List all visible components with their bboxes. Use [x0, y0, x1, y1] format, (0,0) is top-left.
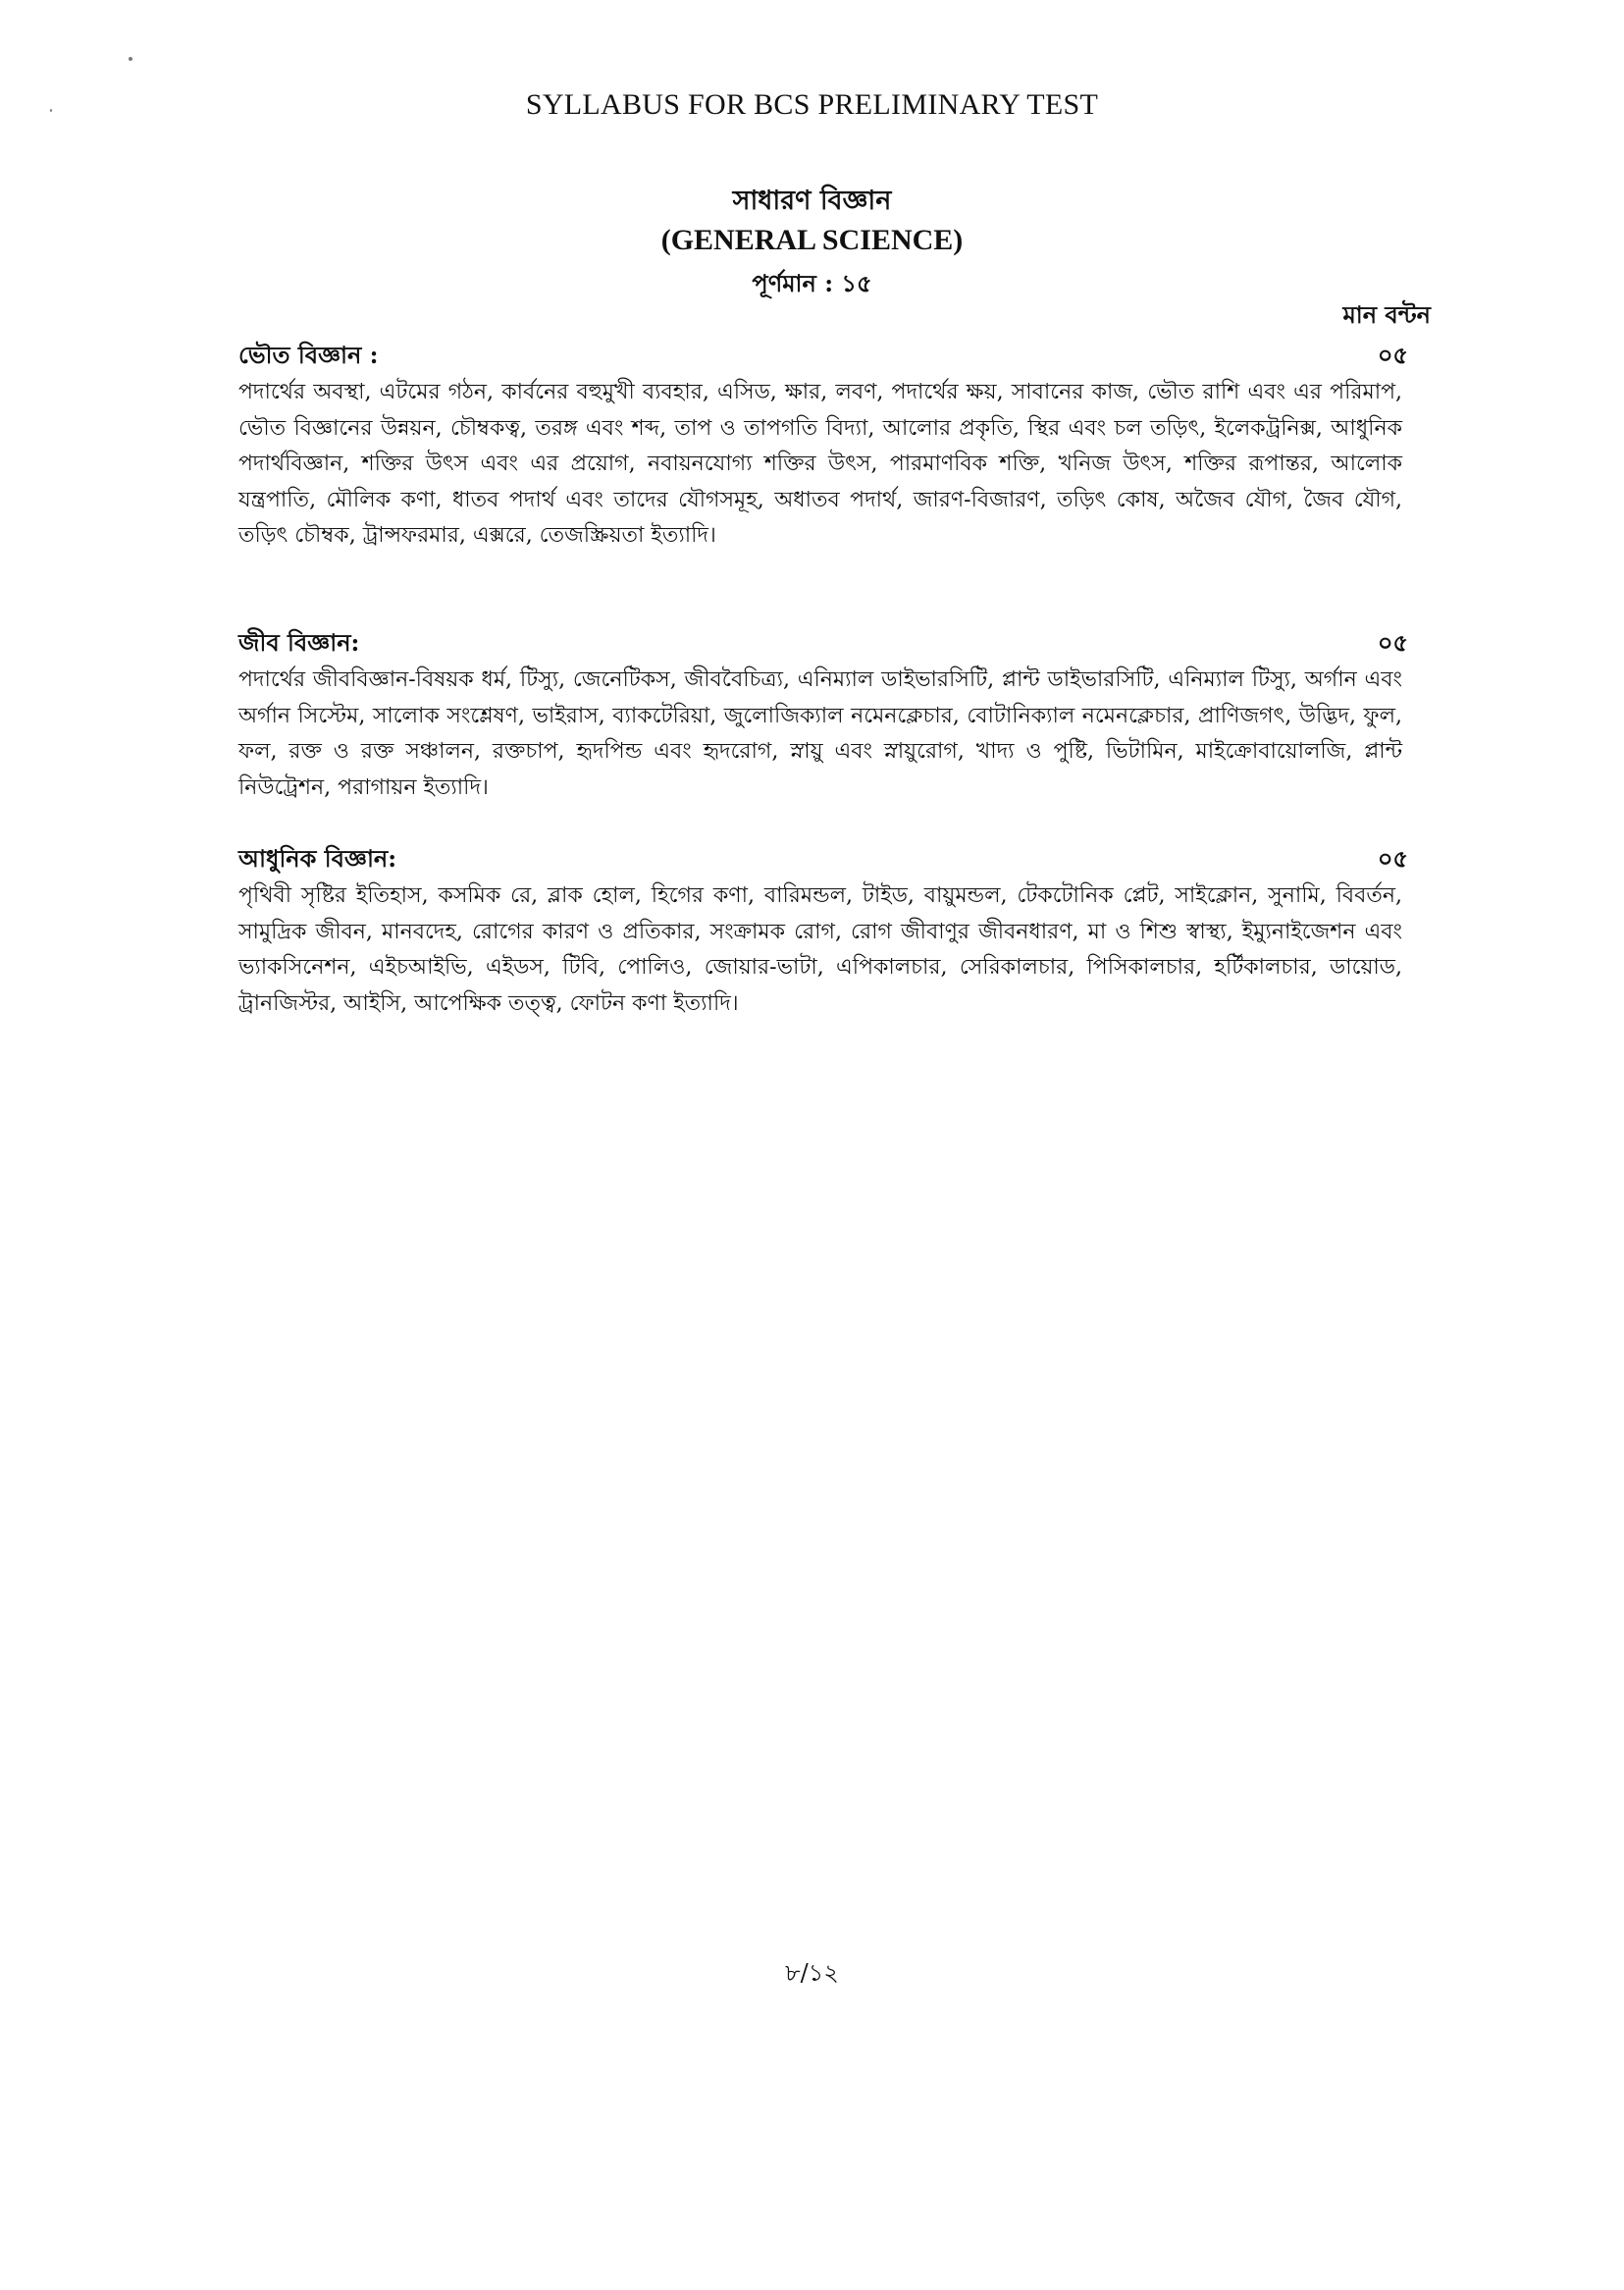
marks-distribution-header: মান বন্টন: [1342, 300, 1431, 329]
section-title: ভৌত বিজ্ঞান :: [238, 341, 379, 369]
section-body: পৃথিবী সৃষ্টির ইতিহাস, কসমিক রে, ব্লাক হোল, হিগের কণা, বারিমন্ডল, টাইড, বায়ুমন্ডল, টেকটোনিক প্লেট, সাইক্লোন, সুনামি, বিবর্তন, সামুদ্রিক জীবন, মানবদেহ, রোগের কারণ ও প্রতিকার, সংক্রামক রোগ, রোগ জীবাণুর জীবনধারণ, মা ও শিশু স্বাস্থ্য, ইম্যুনাইজেশন এবং ভ্যাকসিনেশন, এইচআইভি, এইডস, টিবি, পোলিও, জোয়ার-ভাটা, এপিকালচার, সেরিকালচার, পিসিকালচার, হর্টিকালচার, ডায়োড, ট্রানজিস্টর, আইসি, আপেক্ষিক তত্ত্ব, ফোটন কণা ইত্যাদি।: [238, 883, 1402, 1016]
scan-speck: [129, 57, 132, 61]
section-body: পদার্থের জীববিজ্ঞান-বিষয়ক ধর্ম, টিস্যু, জেনেটিকস, জীববৈচিত্র্য, এনিম্যাল ডাইভারসিটি, প্লান্ট ডাইভারসিটি, এনিম্যাল টিস্যু, অর্গান এবং অর্গান সিস্টেম, সালোক সংশ্লেষণ, ভাইরাস, ব্যাকটেরিয়া, জুলোজিক্যাল নমেনক্লেচার, বোটানিক্যাল নমেনক্লেচার, প্রাণিজগৎ, উদ্ভিদ, ফুল, ফল, রক্ত ও রক্ত সঞ্চালন, রক্তচাপ, হৃদপিন্ড এবং হৃদরোগ, স্নায়ু এবং স্নায়ুরোগ, খাদ্য ও পুষ্টি, ভিটামিন, মাইক্রোবায়োলজি, প্লান্ট নিউট্রেশন, পরাগায়ন ইত্যাদি।: [238, 667, 1402, 800]
section-title: আধুনিক বিজ্ঞান:: [238, 844, 397, 873]
section-header: [238, 338, 1408, 375]
section-physical-science: [238, 338, 1408, 555]
subject-title-english: (GENERAL SCIENCE): [660, 224, 964, 256]
section-marks: ০৫: [1377, 628, 1408, 657]
section-modern-science: [238, 841, 1408, 1022]
subject-title-bangla: সাধারণ বিজ্ঞান: [732, 186, 892, 216]
section-marks: ০৫: [1377, 844, 1408, 873]
page-number: ৮/১২: [785, 1959, 839, 1987]
document-header-title: SYLLABUS FOR BCS PRELIMINARY TEST: [525, 88, 1099, 121]
section-biology: [238, 625, 1408, 806]
section-header: [238, 841, 1408, 879]
section-header: [238, 625, 1408, 663]
section-marks: ০৫: [1377, 341, 1408, 369]
section-body: পদার্থের অবস্থা, এটমের গঠন, কার্বনের বহুমুখী ব্যবহার, এসিড, ক্ষার, লবণ, পদার্থের ক্ষয়, সাবানের কাজ, ভৌত রাশি এবং এর পরিমাপ, ভৌত বিজ্ঞানের উন্নয়ন, চৌম্বকত্ব, তরঙ্গ এবং শব্দ, তাপ ও তাপগতি বিদ্যা, আলোর প্রকৃতি, স্থির এবং চল তড়িৎ, ইলেকট্রনিক্স, আধুনিক পদার্থবিজ্ঞান, শক্তির উৎস এবং এর প্রয়োগ, নবায়নযোগ্য শক্তির উৎস, পারমাণবিক শক্তি, খনিজ উৎস, শক্তির রূপান্তর, আলোক যন্ত্রপাতি, মৌলিক কণা, ধাতব পদার্থ এবং তাদের যৌগসমূহ, অধাতব পদার্থ, জারণ-বিজারণ, তড়িৎ কোষ, অজৈব যৌগ, জৈব যৌগ, তড়িৎ চৌম্বক, ট্রান্সফরমার, এক্সরে, তেজস্ক্রিয়তা ইত্যাদি।: [238, 380, 1402, 548]
full-marks: পূর্ণমান : ১৫: [752, 269, 872, 297]
section-title: জীব বিজ্ঞান:: [238, 628, 360, 657]
